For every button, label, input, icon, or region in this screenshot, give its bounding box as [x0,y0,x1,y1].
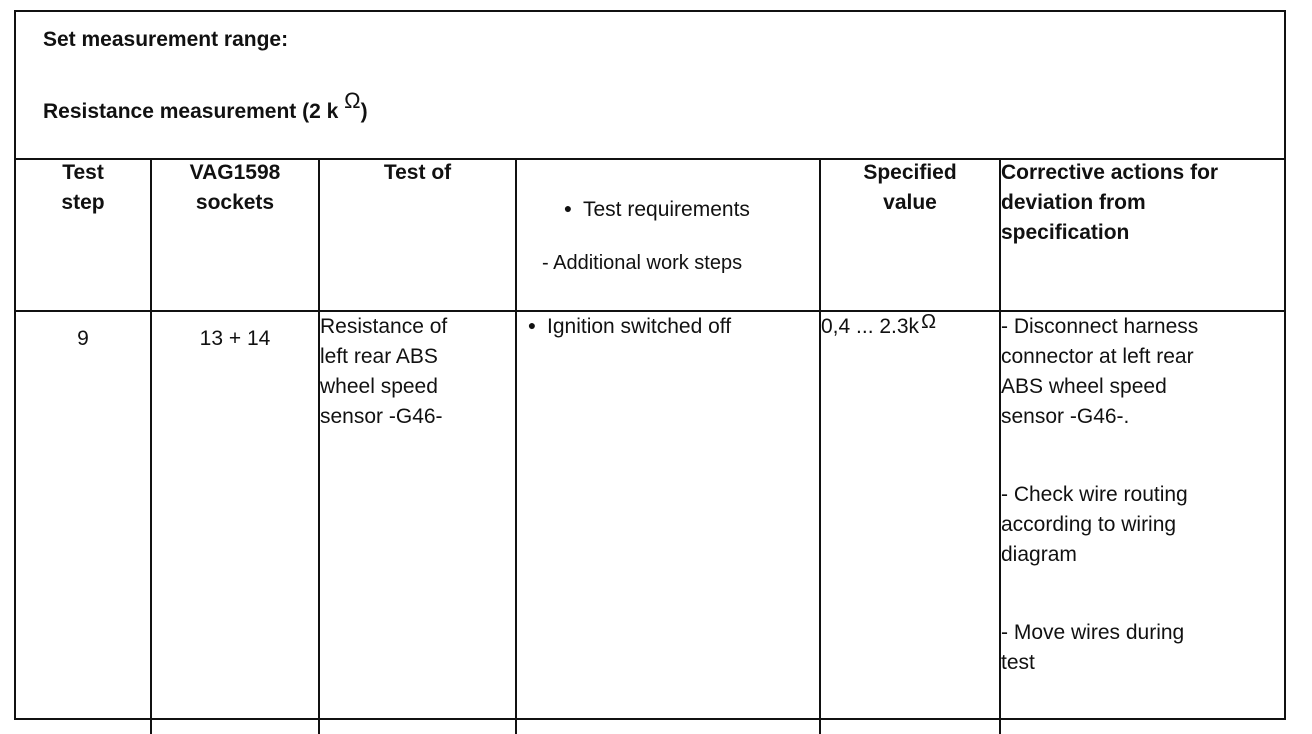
ohm-unit: Ω [344,88,361,113]
header-corrective-line2: deviation from [1001,191,1146,214]
action-line: - Check wire routing [1001,483,1188,506]
header-corrective-line3: specification [1001,221,1130,244]
action-line: test [1001,651,1035,674]
action-line: - Move wires during [1001,621,1185,644]
header-requirements-text: Test requirements [583,198,750,221]
test-of-line3: wheel speed [320,375,438,398]
header-specified [820,158,1000,311]
range-close: ) [360,100,368,123]
header-sockets-line2: sockets [195,191,275,214]
header-test-of-text: Test of [383,161,452,184]
header-test-step [16,158,151,311]
header-test-step-line1: Test [62,161,104,184]
action-line: diagram [1001,543,1077,566]
test-of-line1: Resistance of [320,315,448,338]
header-corrective-line1: Corrective actions for [1001,161,1219,184]
header-specified-line1: Specified [863,161,957,184]
range-title: Set measurement range: [43,28,289,51]
cell-specified-value [820,311,1000,734]
cell-corrective-actions [1000,311,1284,734]
action-line: sensor -G46-. [1001,405,1130,428]
action-line: ABS wheel speed [1001,375,1167,398]
range-text: Resistance measurement (2 k [43,100,339,123]
header-sockets [151,158,319,311]
ohm-unit: Ω [921,311,937,333]
cell-step: 9 [77,327,89,350]
action-disconnect [1001,312,1284,432]
additional-steps-line: - Additional work steps [542,252,743,275]
cell-requirement [516,311,820,734]
test-table [16,158,1284,734]
header-test-of [319,158,516,311]
table-header-row [16,158,1284,311]
action-check-routing [1001,480,1284,570]
cell-test-of [319,311,516,734]
test-table-sheet [14,10,1286,720]
action-line: according to wiring [1001,513,1177,536]
action-move-wires [1001,618,1284,678]
requirements-line [517,158,819,225]
header-requirements [516,158,820,311]
header-specified-line2: value [883,191,937,214]
action-line: - Disconnect harness [1001,315,1199,338]
range-line [43,88,368,124]
test-of-line4: sensor -G46- [320,405,443,428]
header-sockets-line1: VAG1598 [189,161,281,184]
bullet-icon: ● [527,317,537,334]
header-test-step-line2: step [61,191,105,214]
measurement-range-header [16,12,1284,160]
header-corrective [1000,158,1284,311]
action-line: connector at left rear [1001,345,1194,368]
test-of-line2: left rear ABS [320,345,438,368]
table-row [16,311,1284,734]
requirement-text: Ignition switched off [547,315,732,338]
bullet-icon: ● [563,200,573,217]
specified-value-text: 0,4 ... 2.3k [821,315,920,338]
cell-sockets: 13 + 14 [151,311,319,734]
